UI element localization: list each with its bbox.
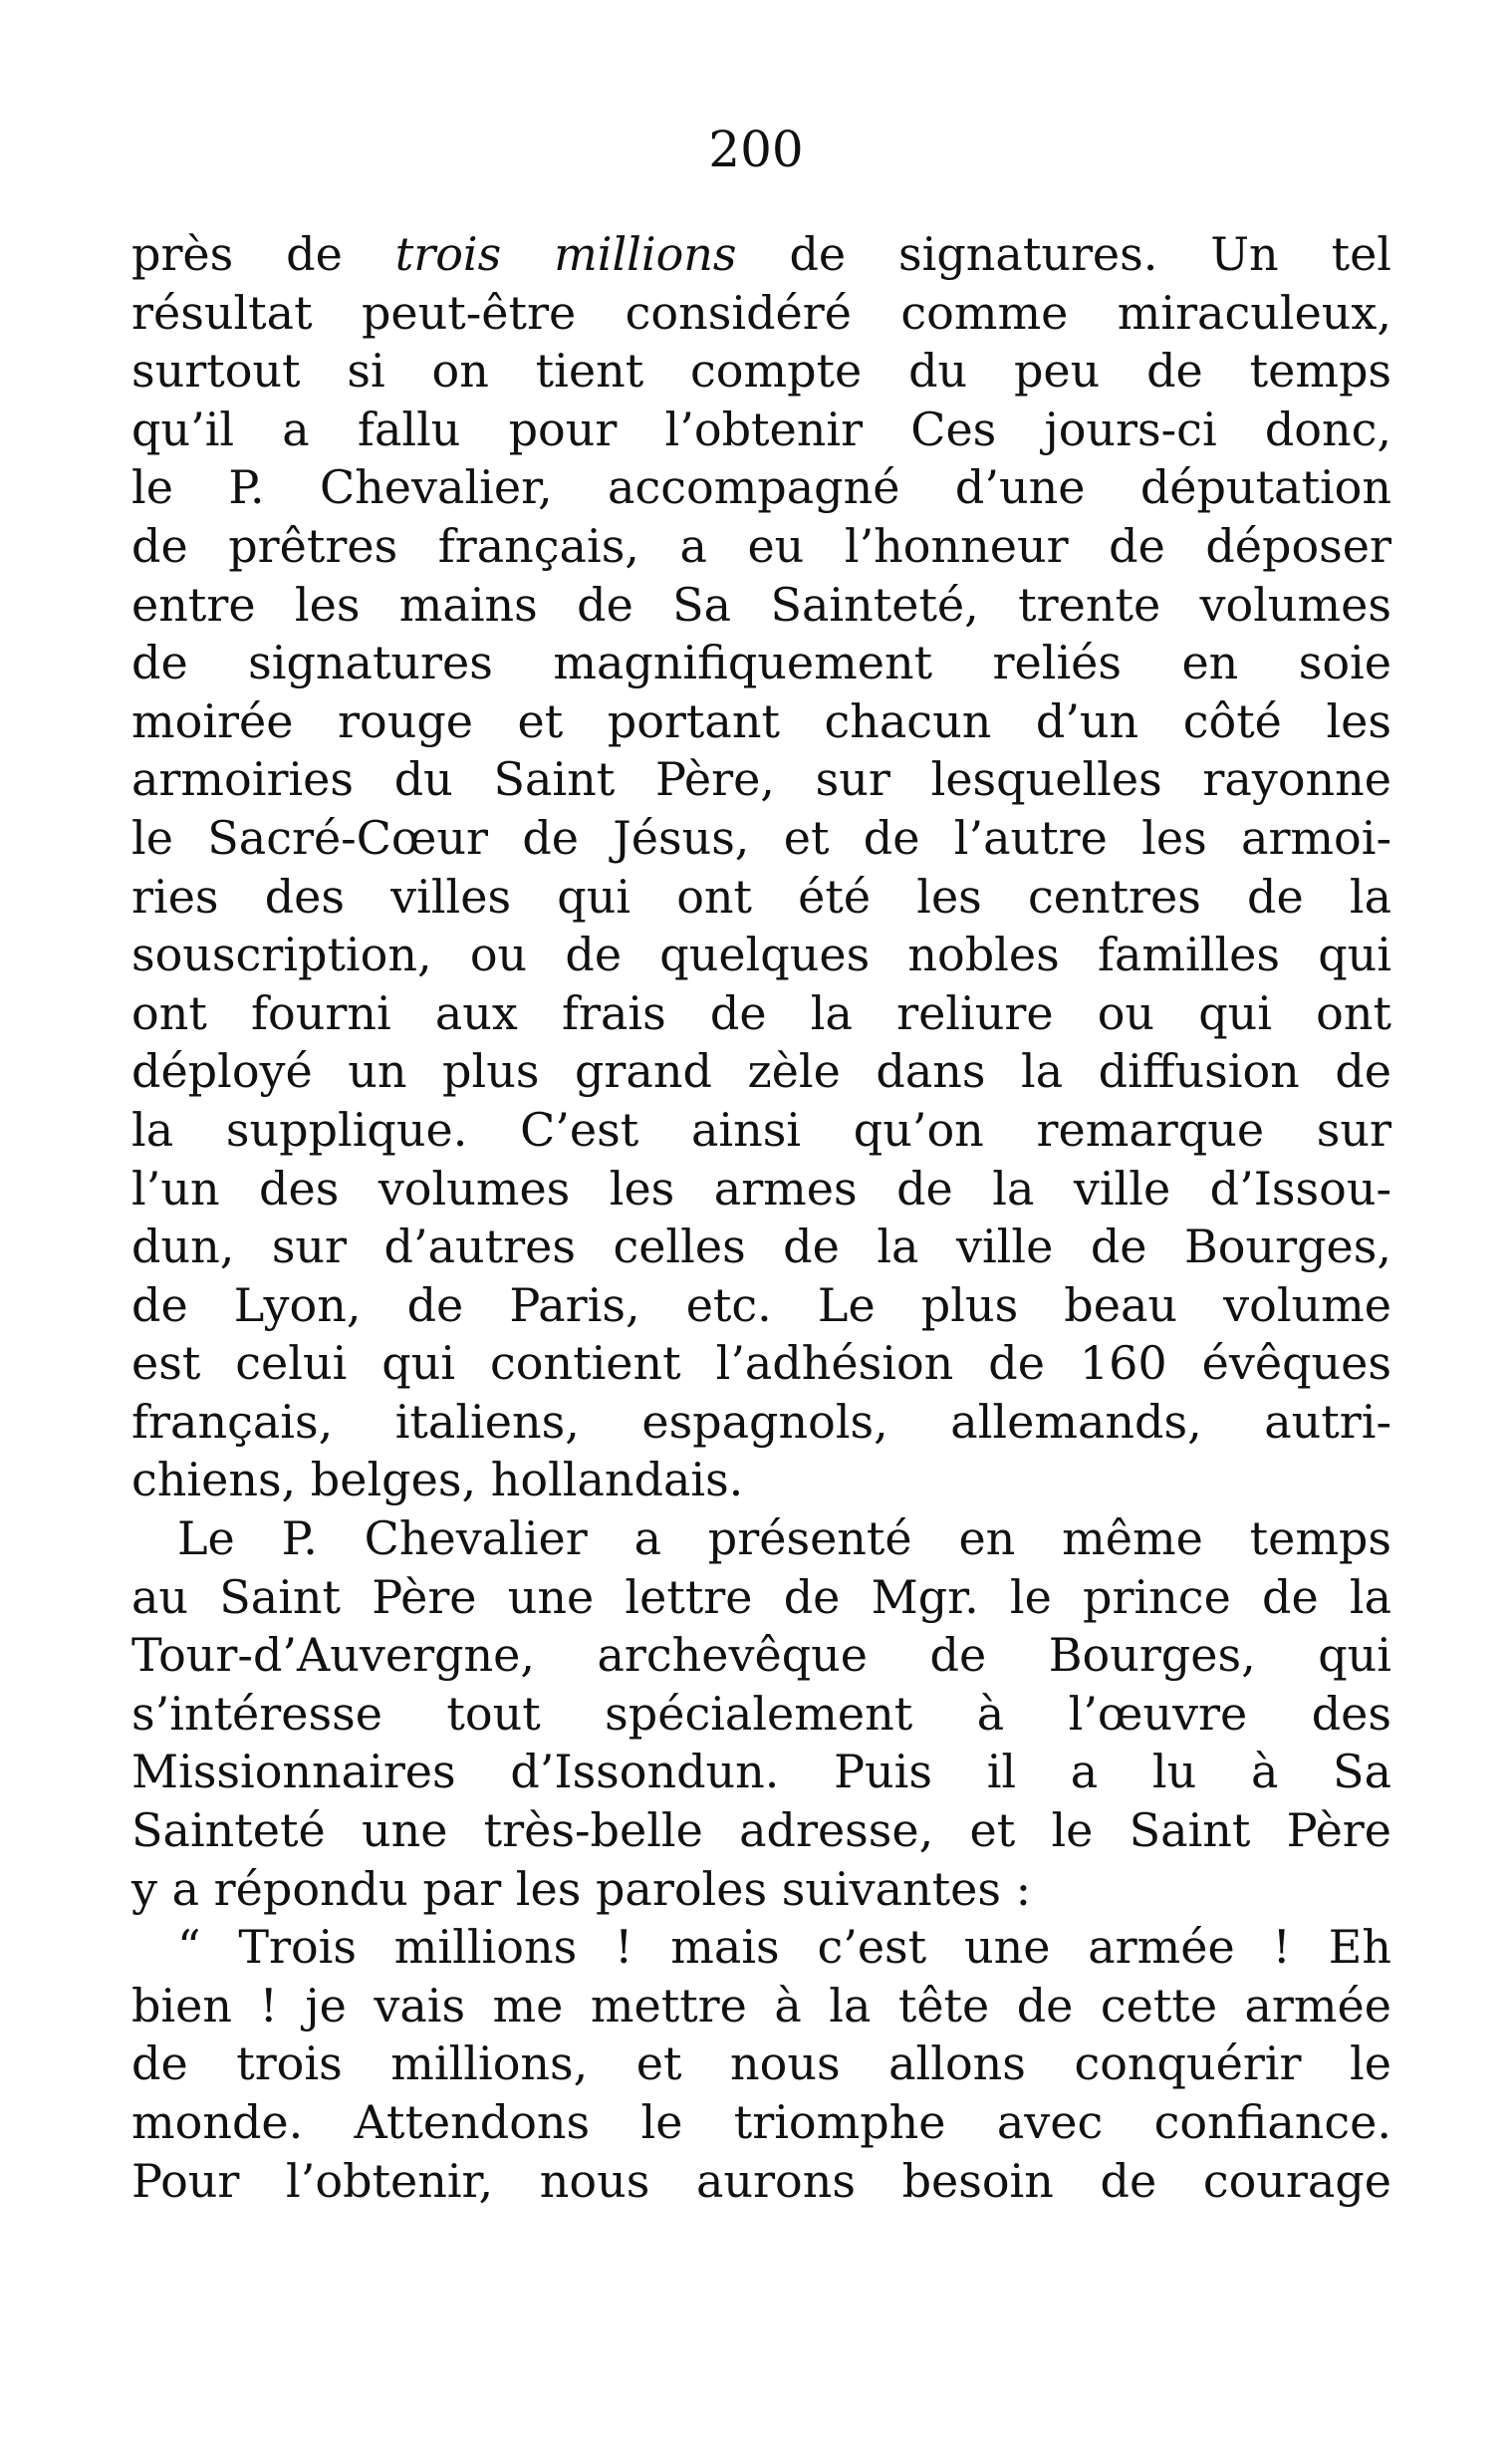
- line-text: au Saint Père une lettre de Mgr. le prince de la: [131, 1569, 1391, 1624]
- text-line: [131, 1160, 1391, 1218]
- text-line: [131, 1977, 1391, 2035]
- text-line: [131, 1101, 1391, 1160]
- text-line: [131, 517, 1391, 576]
- line-text: Le P. Chevalier a présenté en même temps: [177, 1511, 1391, 1566]
- body-text: [131, 225, 1391, 2210]
- text-line: [131, 1685, 1391, 1744]
- text-line: [131, 1334, 1391, 1393]
- line-text: français, italiens, espagnols, allemands, autri-: [131, 1394, 1391, 1449]
- text-line: [131, 284, 1391, 343]
- text-line: [131, 2152, 1391, 2211]
- line-text: la supplique. C’est ainsi qu’on remarque sur: [131, 1102, 1391, 1157]
- line-text: dun, sur d’autres celles de la ville de Bourges,: [131, 1219, 1391, 1274]
- text-line: [131, 1218, 1391, 1276]
- line-text: bien ! je vais me mettre à la tête de cette armée: [131, 1978, 1391, 2032]
- text-line: [131, 1743, 1391, 1801]
- line-text: de trois millions, et nous allons conquérir le: [131, 2036, 1391, 2091]
- line-text: ries des villes qui ont été les centres de la: [131, 869, 1391, 924]
- line-text: monde. Attendons le triomphe avec confiance.: [131, 2095, 1391, 2149]
- text-line: [131, 225, 1391, 284]
- text-line: [131, 984, 1391, 1043]
- line-text: de Lyon, de Paris, etc. Le plus beau volume: [131, 1277, 1391, 1332]
- line-text: entre les mains de Sa Sainteté, trente volumes: [131, 577, 1391, 632]
- line-text: moirée rouge et portant chacun d’un côté les: [131, 693, 1391, 748]
- line-text: de signatures. Un tel: [736, 227, 1392, 281]
- text-line: [131, 1509, 1391, 1568]
- line-text: de signatures magnifiquement reliés en soie: [131, 636, 1391, 690]
- text-line: [131, 692, 1391, 751]
- line-text: le P. Chevalier, accompagné d’une députation: [131, 460, 1391, 515]
- text-line: [131, 342, 1391, 401]
- line-text: déployé un plus grand zèle dans la diffusion de: [131, 1044, 1391, 1099]
- line-text: souscription, ou de quelques nobles familles qui: [131, 928, 1391, 982]
- text-line: [131, 868, 1391, 927]
- text-line: [131, 1042, 1391, 1101]
- text-line: [131, 1918, 1391, 1977]
- text-line: [131, 576, 1391, 635]
- line-text: qu’il a fallu pour l’obtenir Ces jours-ci donc,: [131, 402, 1391, 456]
- line-text: résultat peut-être considéré comme miraculeux,: [131, 285, 1391, 340]
- text-line: [131, 1568, 1391, 1627]
- text-line: [131, 2093, 1391, 2152]
- line-text: le Sacré-Cœur de Jésus, et de l’autre les armoi-: [131, 810, 1391, 865]
- text-line: [131, 1276, 1391, 1335]
- line-text: Missionnaires d’Issondun. Puis il a lu à Sa: [131, 1745, 1391, 1799]
- emphasis-text: trois millions: [394, 227, 737, 281]
- text-line: [131, 1393, 1391, 1452]
- page-number: 200: [708, 121, 804, 178]
- text-line: [131, 401, 1391, 459]
- text-line: [131, 634, 1391, 692]
- line-text: est celui qui contient l’adhésion de 160 évêques: [131, 1336, 1391, 1391]
- line-text: “ Trois millions ! mais c’est une armée ! Eh: [177, 1920, 1391, 1975]
- text-line: [131, 458, 1391, 517]
- text-line: [131, 809, 1391, 868]
- text-line: [131, 2034, 1391, 2093]
- line-text: s’intéresse tout spécialement à l’œuvre des: [131, 1686, 1391, 1741]
- line-text: de prêtres français, a eu l’honneur de déposer: [131, 518, 1391, 573]
- line-text: y a répondu par les paroles suivantes :: [131, 1861, 1032, 1916]
- line-text: l’un des volumes les armes de la ville d’Issou-: [131, 1161, 1391, 1216]
- line-text: près de: [131, 227, 395, 281]
- text-line: [131, 1451, 1391, 1509]
- line-text: ont fourni aux frais de la reliure ou qui ont: [131, 985, 1391, 1040]
- text-line: [131, 1801, 1391, 1860]
- line-text: surtout si on tient compte du peu de temps: [131, 344, 1391, 399]
- line-text: armoiries du Saint Père, sur lesquelles rayonne: [131, 752, 1391, 807]
- text-line: [131, 750, 1391, 809]
- line-text: chiens, belges, hollandais.: [131, 1453, 744, 1507]
- line-text: Tour-d’Auvergne, archevêque de Bourges, qui: [131, 1628, 1391, 1683]
- text-line: [131, 1860, 1391, 1919]
- line-text: Sainteté une très-belle adresse, et le Saint Père: [131, 1803, 1391, 1858]
- text-line: [131, 926, 1391, 984]
- text-line: [131, 1626, 1391, 1685]
- line-text: Pour l’obtenir, nous aurons besoin de courage: [131, 2153, 1391, 2208]
